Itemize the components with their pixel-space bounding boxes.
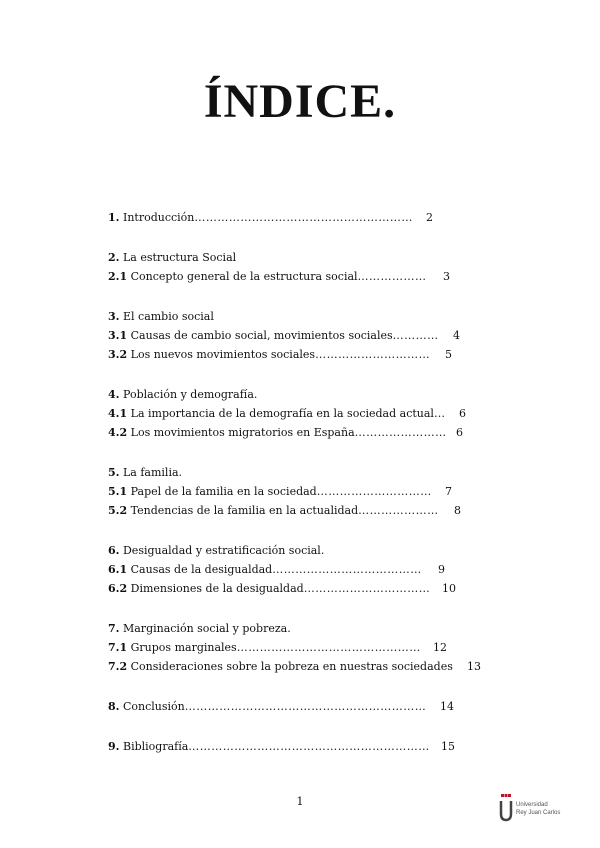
toc-entry-title: La familia. — [122, 466, 183, 479]
toc-entry-leader: …………………… — [354, 426, 447, 439]
toc-entry-page: 7 — [445, 485, 452, 498]
toc-entry-page: 3 — [443, 270, 450, 283]
toc-entry-page: 14 — [440, 700, 454, 713]
toc-entry[interactable] — [108, 638, 508, 657]
toc-entry[interactable] — [108, 423, 508, 442]
toc-entry[interactable] — [108, 541, 508, 560]
toc-entry-page: 9 — [438, 563, 445, 576]
toc-entry-number: 9. — [108, 740, 120, 753]
toc-entry-page: 6 — [459, 407, 466, 420]
toc-entry-leader: ………………………………………… — [236, 641, 421, 654]
toc-entry-leader: ……………………………………………………… — [188, 740, 430, 753]
toc-entry-title: Causas de la desigualdad — [130, 563, 273, 576]
toc-entry[interactable] — [108, 482, 508, 501]
toc-entry-number: 5.1 — [108, 485, 128, 498]
toc-entry-title: Introducción — [122, 211, 195, 224]
table-of-contents — [108, 208, 508, 756]
toc-entry[interactable] — [108, 385, 508, 404]
toc-entry-number: 1. — [108, 211, 120, 224]
logo-text-line2: Rey Juan Carlos — [516, 810, 561, 816]
toc-entry-page: 4 — [453, 329, 460, 342]
toc-entry-title: Desigualdad y estratificación social. — [122, 544, 325, 557]
toc-entry[interactable] — [108, 737, 508, 756]
page-number: 1 — [296, 795, 304, 808]
toc-entry[interactable] — [108, 404, 508, 423]
toc-entry-leader: … — [433, 407, 446, 420]
toc-entry[interactable] — [108, 560, 508, 579]
toc-entry-title: Papel de la familia en la sociedad — [130, 485, 317, 498]
toc-entry-leader: ……………………………………………………… — [184, 700, 427, 713]
toc-entry-page: 8 — [454, 504, 461, 517]
toc-entry-leader: ……………… — [357, 270, 427, 283]
toc-entry-leader: ………………… — [358, 504, 439, 517]
toc-entry-title: La estructura Social — [122, 251, 237, 264]
toc-entry-page: 13 — [467, 660, 481, 673]
toc-entry-number: 6. — [108, 544, 120, 557]
toc-entry[interactable] — [108, 697, 508, 716]
toc-entry-page: 10 — [442, 582, 456, 595]
toc-entry-number: 3.1 — [108, 329, 128, 342]
toc-entry-title: Población y demografía. — [122, 388, 258, 401]
toc-entry-leader: ………………………………… — [272, 563, 422, 576]
toc-entry-leader: ………………………… — [315, 348, 431, 361]
toc-entry-title: Tendencias de la familia en la actualidad — [130, 504, 359, 517]
toc-entry[interactable] — [108, 463, 508, 482]
toc-entry-page: 6 — [456, 426, 463, 439]
toc-entry-page: 2 — [426, 211, 433, 224]
toc-entry-number: 4.2 — [108, 426, 128, 439]
toc-entry[interactable] — [108, 657, 508, 676]
toc-entry[interactable] — [108, 307, 508, 326]
logo-text-line1: Universidad — [516, 802, 548, 808]
toc-entry-leader: ………… — [392, 329, 439, 342]
toc-entry-page: 15 — [441, 740, 455, 753]
toc-entry-title: Dimensiones de la desigualdad — [130, 582, 304, 595]
toc-entry-number: 7.2 — [108, 660, 128, 673]
toc-entry-number: 8. — [108, 700, 120, 713]
toc-entry-title: Conclusión — [122, 700, 185, 713]
toc-entry-leader: ………………………… — [316, 485, 432, 498]
toc-entry-number: 5. — [108, 466, 120, 479]
toc-entry[interactable] — [108, 619, 508, 638]
toc-entry-page: 5 — [445, 348, 452, 361]
university-logo — [499, 794, 569, 824]
toc-entry-title: Concepto general de la estructura social — [130, 270, 358, 283]
toc-entry[interactable] — [108, 345, 508, 364]
toc-entry-number: 7.1 — [108, 641, 128, 654]
toc-entry[interactable] — [108, 326, 508, 345]
toc-entry-title: El cambio social — [122, 310, 214, 323]
toc-entry-number: 7. — [108, 622, 120, 635]
university-crest-icon — [499, 794, 513, 822]
toc-entry-number: 4.1 — [108, 407, 128, 420]
toc-entry-number: 5.2 — [108, 504, 128, 517]
toc-entry-number: 3.2 — [108, 348, 128, 361]
toc-entry-number: 2.1 — [108, 270, 128, 283]
toc-entry-leader: ………………………………………………… — [194, 211, 413, 224]
toc-entry-number: 4. — [108, 388, 120, 401]
toc-entry-title: Causas de cambio social, movimientos sociales — [130, 329, 393, 342]
toc-entry-number: 2. — [108, 251, 120, 264]
toc-entry-title: Consideraciones sobre la pobreza en nuestras sociedades — [130, 660, 453, 673]
toc-entry-number: 6.2 — [108, 582, 128, 595]
toc-entry[interactable] — [108, 208, 508, 227]
toc-entry[interactable] — [108, 579, 508, 598]
toc-entry[interactable] — [108, 267, 508, 286]
toc-entry[interactable] — [108, 501, 508, 520]
toc-entry-title: Los movimientos migratorios en España — [130, 426, 355, 439]
toc-entry-number: 6.1 — [108, 563, 128, 576]
toc-entry-leader: …………………………… — [303, 582, 431, 595]
toc-entry-title: Marginación social y pobreza. — [122, 622, 291, 635]
toc-entry-page: 12 — [433, 641, 447, 654]
toc-entry-number: 3. — [108, 310, 120, 323]
toc-entry-title: Los nuevos movimientos sociales — [130, 348, 316, 361]
toc-entry-title: Bibliografía — [122, 740, 189, 753]
toc-entry[interactable] — [108, 248, 508, 267]
page-title: ÍNDICE. — [203, 75, 397, 128]
toc-entry-title: La importancia de la demografía en la sociedad actual — [130, 407, 434, 420]
toc-entry-title: Grupos marginales — [130, 641, 237, 654]
